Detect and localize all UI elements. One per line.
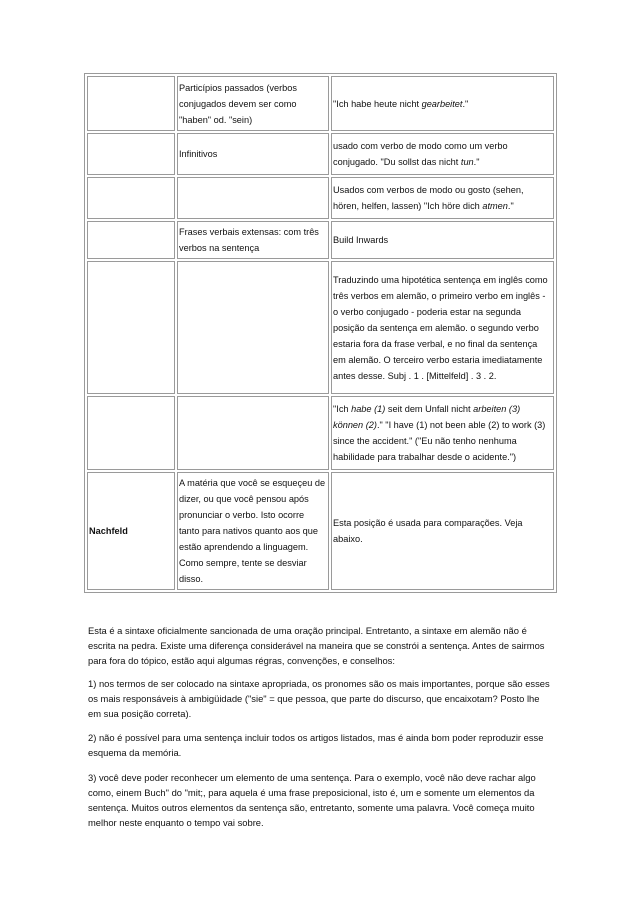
table-cell: [331, 221, 554, 259]
table-cell: [87, 261, 175, 394]
table-cell: [331, 76, 554, 131]
table-cell: [331, 396, 554, 470]
body-paragraph: 2) não é possível para uma sentença incluir todos os artigos listados, mas é ainda bom poder reproduzir esse esquema da memória.: [88, 732, 544, 758]
table-cell: [87, 133, 175, 175]
body-paragraph: 3) você deve poder reconhecer um elemento de uma sentença. Para o exemplo, você não deve rachar algo como, einem Buch" do "mit;, para aquela é uma frase preposicional, isto é, um e somente um elementos da sentença. Muitos outros elementos da sentença são, entretanto, somente uma palavra. Você começa muito melhor neste enquanto o tempo vai sobre.: [88, 772, 536, 828]
cell-italic-text: arbeiten (3) können (2): [333, 404, 521, 430]
body-paragraph: 1) nos termos de ser colocado na sintaxe apropriada, os pronomes são os mais importantes, porque são esses os mais responsáveis à ambigüidade ("sie" = que pessoa, que parte do discurso, que encaixotam? Posto lhe em sua posição correta).: [88, 678, 550, 719]
cell-text: seit dem Unfall nicht: [385, 404, 474, 414]
table-row: [87, 396, 554, 470]
cell-text: .": [462, 98, 469, 109]
table-cell: [331, 177, 554, 219]
table-row: [87, 261, 554, 394]
cell-text: "Ich: [333, 404, 352, 414]
table-cell: [87, 221, 175, 259]
table-row: [87, 472, 554, 590]
table-row: [87, 133, 554, 175]
table-cell: [87, 396, 175, 470]
cell-text: ." "I have (1) not been able (2) to work (3) since the accident." ("Eu não tenho nenhuma habilidade para trabalhar desde o acidente."): [333, 420, 546, 462]
table-cell: [87, 76, 175, 131]
cell-text: Usados com verbos de modo ou gosto (sehen, hören, helfen, lassen) "Ich höre dich: [333, 185, 524, 211]
cell-text: "Ich habe heute nicht: [333, 98, 422, 109]
cell-italic-text: atmen: [482, 201, 508, 211]
body-paragraph: Esta é a sintaxe oficialmente sancionada de uma oração principal. Entretanto, a sintaxe em alemão não é escrita na pedra. Existe uma diferença considerável na maneira que se constrói a sentença. Antes de sairmos para fora do tópico, estão aqui algumas régras, convenções, e conselhos:: [88, 625, 545, 666]
cell-italic-text: habe (1): [351, 404, 386, 414]
cell-text: .": [473, 157, 480, 167]
table-cell: A matéria que você se esqueçeu de dizer, ou que você pensou após pronunciar o verbo. Isto ocorre tanto para nativos quanto aos que estão aprendendo a linguagem. Como sempre, tente se desviar disso.: [177, 472, 329, 590]
table-cell: Frases verbais extensas: com três verbos na sentença: [177, 221, 329, 259]
table-cell: [331, 133, 554, 175]
cell-italic-text: tun: [460, 157, 474, 167]
table-row: [87, 221, 554, 259]
table-row: [87, 177, 554, 219]
cell-italic-text: gearbeitet: [421, 98, 463, 109]
cell-text: usado com verbo de modo como um verbo conjugado. "Du sollst das nicht: [333, 141, 508, 167]
cell-text: Build Inwards: [333, 235, 389, 245]
table-cell: [87, 177, 175, 219]
table-cell: [177, 177, 329, 219]
syntax-table: [84, 73, 557, 593]
table-row: [87, 76, 554, 131]
table-cell: Particípios passados (verbos conjugados devem ser como "haben" od. "sein): [177, 76, 329, 131]
table-cell: [177, 261, 329, 394]
table-cell-nachfeld: Nachfeld: [87, 472, 175, 590]
table-cell: Infinitivos: [177, 133, 329, 175]
cell-text: .": [507, 201, 514, 211]
table-cell: Esta posição é usada para comparações. Veja abaixo.: [331, 472, 554, 590]
table-cell: Traduzindo uma hipotética sentença em inglês como três verbos em alemão, o primeiro verbo em inglês - o verbo conjugado - poderia estar na segunda posição da sentença em alemão. o segundo verbo estaria fora da frase verbal, e no final da sentença em alemão. O terceiro verbo estaria imediatamente antes desse. Subj . 1 . [Mittelfeld] . 3 . 2.: [331, 261, 554, 394]
table-cell: [177, 396, 329, 470]
